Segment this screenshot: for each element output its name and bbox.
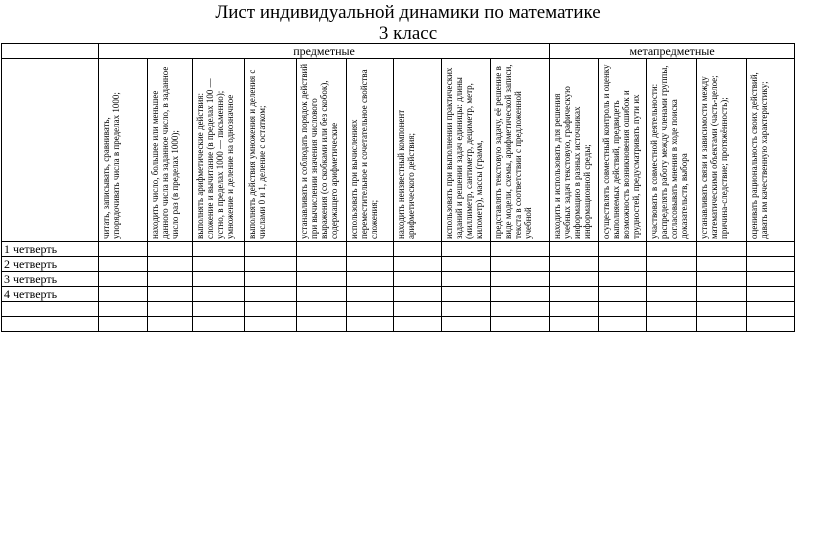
criterion-text: находить и использовать для решения учебных задач текстовую, графическую информацию в разных источниках информационной среды; <box>552 86 593 239</box>
criterion-header <box>148 59 193 242</box>
score-cell[interactable] <box>747 257 795 272</box>
table-row <box>2 257 795 272</box>
score-cell[interactable] <box>193 272 245 287</box>
score-cell[interactable] <box>99 242 148 257</box>
score-cell[interactable] <box>99 302 148 317</box>
score-cell[interactable] <box>491 317 550 332</box>
score-cell[interactable] <box>550 317 599 332</box>
score-cell[interactable] <box>148 317 193 332</box>
score-cell[interactable] <box>347 272 394 287</box>
score-cell[interactable] <box>394 302 442 317</box>
score-cell[interactable] <box>697 272 747 287</box>
score-cell[interactable] <box>347 257 394 272</box>
criterion-text: использовать при вычислениях переместительное и сочетательное свойства сложения; <box>349 69 379 239</box>
group-header-meta: метапредметные <box>550 44 795 59</box>
score-cell[interactable] <box>550 287 599 302</box>
score-cell[interactable] <box>697 287 747 302</box>
table-row <box>2 272 795 287</box>
score-cell[interactable] <box>550 257 599 272</box>
score-cell[interactable] <box>99 287 148 302</box>
score-cell[interactable] <box>599 272 647 287</box>
score-cell[interactable] <box>193 287 245 302</box>
score-cell[interactable] <box>442 257 491 272</box>
score-cell[interactable] <box>442 242 491 257</box>
score-cell[interactable] <box>245 272 297 287</box>
criterion-header <box>697 59 747 242</box>
score-cell[interactable] <box>647 302 697 317</box>
group-header-subject: предметные <box>99 44 550 59</box>
score-cell[interactable] <box>394 317 442 332</box>
score-cell[interactable] <box>647 257 697 272</box>
score-cell[interactable] <box>550 302 599 317</box>
score-cell[interactable] <box>394 242 442 257</box>
score-cell[interactable] <box>442 317 491 332</box>
row-label: 3 четверть <box>2 272 99 287</box>
table-row <box>2 242 795 257</box>
score-cell[interactable] <box>599 302 647 317</box>
score-cell[interactable] <box>193 302 245 317</box>
criterion-text: представлять текстовую задачу, её решение в виде модели, схемы, арифметической записи, текста в соответствии с предложенной учебной <box>493 64 533 239</box>
criterion-text: устанавливать связи и зависимости между математическими объектами (часть-целое; причина-следствие; протяжённость); <box>699 75 730 239</box>
score-cell[interactable] <box>747 317 795 332</box>
row-label <box>2 317 99 332</box>
score-cell[interactable] <box>245 242 297 257</box>
score-cell[interactable] <box>599 257 647 272</box>
table-row <box>2 302 795 317</box>
row-label: 4 четверть <box>2 287 99 302</box>
score-cell[interactable] <box>193 257 245 272</box>
criterion-text: выполнять арифметические действия: сложение и вычитание (в пределах 100 — устно, в пределах 1000 — письменно); умножение и деление на однозначное <box>195 78 235 239</box>
score-cell[interactable] <box>99 317 148 332</box>
score-cell[interactable] <box>245 302 297 317</box>
criterion-text: читать, записывать, сравнивать, упорядочивать числа в пределах 1000; <box>101 92 121 239</box>
score-cell[interactable] <box>697 257 747 272</box>
criterion-header <box>99 59 148 242</box>
criterion-header <box>442 59 491 242</box>
score-cell[interactable] <box>297 272 347 287</box>
row-label: 1 четверть <box>2 242 99 257</box>
score-cell[interactable] <box>491 272 550 287</box>
score-cell[interactable] <box>99 257 148 272</box>
corner-cell <box>2 44 99 59</box>
score-cell[interactable] <box>491 242 550 257</box>
criterion-header <box>491 59 550 242</box>
criterion-text: оценивать рациональность своих действий, давать им качественную характеристику; <box>749 72 770 239</box>
score-cell[interactable] <box>491 257 550 272</box>
score-cell[interactable] <box>491 302 550 317</box>
criterion-header <box>747 59 795 242</box>
criterion-header <box>347 59 394 242</box>
score-cell[interactable] <box>148 242 193 257</box>
criterion-header <box>599 59 647 242</box>
score-cell[interactable] <box>297 257 347 272</box>
table-row <box>2 287 795 302</box>
score-cell[interactable] <box>297 302 347 317</box>
criterion-text: использовать при выполнении практических заданий и решении задач единицы: длины (миллиметр, сантиметр, дециметр, метр, километр), массы (грамм, <box>444 67 484 239</box>
score-cell[interactable] <box>394 287 442 302</box>
score-cell[interactable] <box>647 272 697 287</box>
score-cell[interactable] <box>148 287 193 302</box>
score-cell[interactable] <box>747 272 795 287</box>
score-cell[interactable] <box>442 287 491 302</box>
score-cell[interactable] <box>245 287 297 302</box>
score-cell[interactable] <box>647 242 697 257</box>
criterion-header <box>647 59 697 242</box>
dynamics-table <box>1 43 795 332</box>
score-cell[interactable] <box>647 317 697 332</box>
score-cell[interactable] <box>347 287 394 302</box>
score-cell[interactable] <box>148 302 193 317</box>
score-cell[interactable] <box>442 272 491 287</box>
criterion-text: устанавливать и соблюдать порядок действий при вычислении значения числового выражения (со скобками или без скобок), содержащего арифметические <box>299 63 339 239</box>
score-cell[interactable] <box>99 272 148 287</box>
table-row <box>2 317 795 332</box>
score-cell[interactable] <box>193 317 245 332</box>
score-cell[interactable] <box>647 287 697 302</box>
page-title: Лист индивидуальной динамики по математике <box>215 2 601 23</box>
score-cell[interactable] <box>347 302 394 317</box>
score-cell[interactable] <box>245 317 297 332</box>
score-cell[interactable] <box>491 287 550 302</box>
criteria-corner-cell <box>2 59 99 242</box>
score-cell[interactable] <box>550 242 599 257</box>
score-cell[interactable] <box>697 302 747 317</box>
score-cell[interactable] <box>297 242 347 257</box>
score-cell[interactable] <box>297 317 347 332</box>
criterion-header <box>245 59 297 242</box>
score-cell[interactable] <box>747 287 795 302</box>
score-cell[interactable] <box>599 287 647 302</box>
score-cell[interactable] <box>193 242 245 257</box>
criterion-header <box>297 59 347 242</box>
row-label: 2 четверть <box>2 257 99 272</box>
criterion-text: находить число, большее или меньшее данного числа на заданное число, в заданное число раз (в пределах 1000); <box>150 66 180 239</box>
score-cell[interactable] <box>297 287 347 302</box>
score-cell[interactable] <box>347 317 394 332</box>
score-cell[interactable] <box>347 242 394 257</box>
score-cell[interactable] <box>550 272 599 287</box>
score-cell[interactable] <box>697 242 747 257</box>
row-label <box>2 302 99 317</box>
score-cell[interactable] <box>747 242 795 257</box>
score-cell[interactable] <box>599 317 647 332</box>
score-cell[interactable] <box>245 257 297 272</box>
criterion-header <box>394 59 442 242</box>
score-cell[interactable] <box>747 302 795 317</box>
criterion-text: участвовать в совместной деятельности: распределять работу между членами группы, согласовывать мнения в ходе поиска доказательств, выбора <box>649 65 690 239</box>
score-cell[interactable] <box>442 302 491 317</box>
score-cell[interactable] <box>148 257 193 272</box>
score-cell[interactable] <box>697 317 747 332</box>
criterion-header <box>550 59 599 242</box>
criterion-text: находить неизвестный компонент арифметического действия; <box>396 109 416 239</box>
score-cell[interactable] <box>148 272 193 287</box>
score-cell[interactable] <box>599 242 647 257</box>
criterion-text: выполнять действия умножения и деления с числами 0 и 1, деление с остатком; <box>247 69 267 239</box>
criterion-text: осуществлять совместный контроль и оценку выполняемых действий, предвидеть возможность возникновения ошибок и трудностей, предусматривать пути их <box>601 64 642 239</box>
page-subtitle: 3 класс <box>378 23 438 44</box>
score-cell[interactable] <box>394 257 442 272</box>
score-cell[interactable] <box>394 272 442 287</box>
criterion-header <box>193 59 245 242</box>
